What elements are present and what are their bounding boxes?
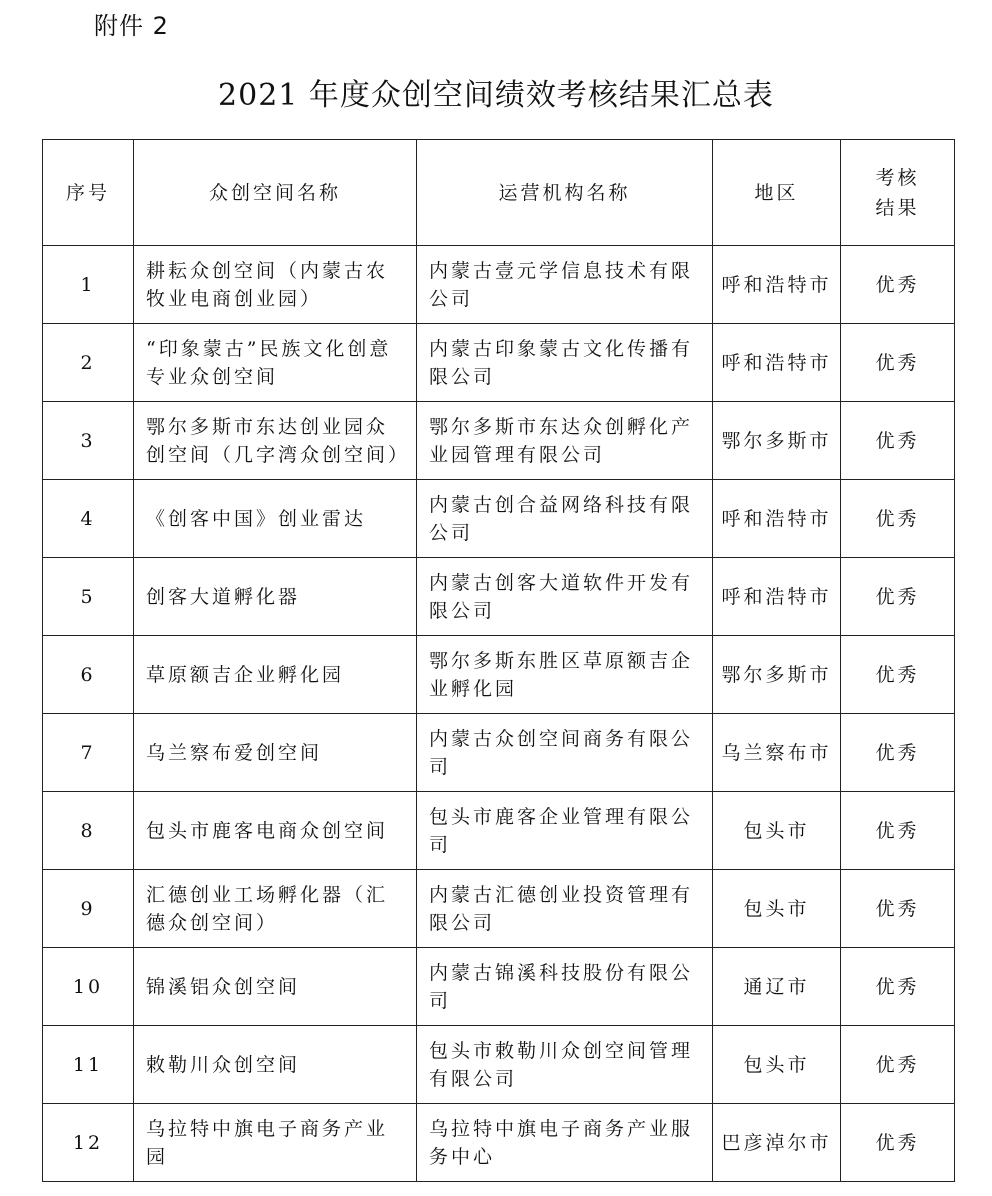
row-region: 乌兰察布市 [713,714,841,792]
table-row [43,636,955,714]
row-index: 10 [43,948,134,1026]
row-region: 包头市 [713,870,841,948]
row-operator: 包头市敕勒川众创空间管理有限公司 [417,1026,713,1104]
row-space-name: 乌兰察布爱创空间 [134,714,417,792]
header-index: 序号 [43,140,134,246]
row-operator: 内蒙古创合益网络科技有限公司 [417,480,713,558]
attachment-label: 附件 2 [94,12,169,40]
row-result: 优秀 [841,1104,955,1182]
row-index: 3 [43,402,134,480]
row-result: 优秀 [841,558,955,636]
row-space-name: 汇德创业工场孵化器（汇德众创空间） [134,870,417,948]
row-region: 鄂尔多斯市 [713,636,841,714]
row-result: 优秀 [841,870,955,948]
header-result [841,140,955,246]
row-result: 优秀 [841,1026,955,1104]
row-operator: 内蒙古壹元学信息技术有限公司 [417,246,713,324]
row-result: 优秀 [841,948,955,1026]
row-region: 呼和浩特市 [713,480,841,558]
row-space-name: 耕耘众创空间（内蒙古农牧业电商创业园） [134,246,417,324]
row-space-name: 包头市鹿客电商众创空间 [134,792,417,870]
row-space-name: 乌拉特中旗电子商务产业园 [134,1104,417,1182]
table-row [43,714,955,792]
table-row [43,480,955,558]
row-result: 优秀 [841,714,955,792]
row-result: 优秀 [841,246,955,324]
row-operator: 内蒙古众创空间商务有限公司 [417,714,713,792]
row-operator: 鄂尔多斯东胜区草原额吉企业孵化园 [417,636,713,714]
header-operator: 运营机构名称 [417,140,713,246]
header-result-line1: 考核 [875,166,920,189]
row-operator: 乌拉特中旗电子商务产业服务中心 [417,1104,713,1182]
row-region: 呼和浩特市 [713,324,841,402]
header-space-name: 众创空间名称 [134,140,417,246]
table-row [43,1026,955,1104]
table-header-row [43,140,955,246]
table-row [43,870,955,948]
row-region: 鄂尔多斯市 [713,402,841,480]
header-region: 地区 [713,140,841,246]
row-index: 11 [43,1026,134,1104]
table-row [43,402,955,480]
row-space-name: 草原额吉企业孵化园 [134,636,417,714]
row-space-name: 鄂尔多斯市东达创业园众创空间（几字湾众创空间） [134,402,417,480]
table-row [43,558,955,636]
row-index: 6 [43,636,134,714]
row-region: 包头市 [713,1026,841,1104]
page-title: 2021 年度众创空间绩效考核结果汇总表 [218,78,774,113]
row-index: 1 [43,246,134,324]
header-result-line2: 结果 [875,196,920,219]
row-space-name: “印象蒙古”民族文化创意专业众创空间 [134,324,417,402]
row-result: 优秀 [841,636,955,714]
row-space-name: 创客大道孵化器 [134,558,417,636]
row-index: 9 [43,870,134,948]
row-result: 优秀 [841,324,955,402]
row-result: 优秀 [841,402,955,480]
row-space-name: 敕勒川众创空间 [134,1026,417,1104]
row-operator: 内蒙古创客大道软件开发有限公司 [417,558,713,636]
row-index: 5 [43,558,134,636]
results-table [42,139,955,1182]
row-region: 呼和浩特市 [713,558,841,636]
table-row [43,792,955,870]
row-operator: 内蒙古锦溪科技股份有限公司 [417,948,713,1026]
table-row [43,324,955,402]
row-space-name: 《创客中国》创业雷达 [134,480,417,558]
table-row [43,948,955,1026]
table-row [43,246,955,324]
row-operator: 包头市鹿客企业管理有限公司 [417,792,713,870]
row-operator: 内蒙古印象蒙古文化传播有限公司 [417,324,713,402]
row-operator: 内蒙古汇德创业投资管理有限公司 [417,870,713,948]
row-region: 巴彦淖尔市 [713,1104,841,1182]
row-region: 呼和浩特市 [713,246,841,324]
row-operator: 鄂尔多斯市东达众创孵化产业园管理有限公司 [417,402,713,480]
row-index: 2 [43,324,134,402]
row-result: 优秀 [841,480,955,558]
row-region: 通辽市 [713,948,841,1026]
table-row [43,1104,955,1182]
row-result: 优秀 [841,792,955,870]
row-index: 4 [43,480,134,558]
row-region: 包头市 [713,792,841,870]
row-index: 12 [43,1104,134,1182]
row-space-name: 锦溪铝众创空间 [134,948,417,1026]
row-index: 8 [43,792,134,870]
row-index: 7 [43,714,134,792]
